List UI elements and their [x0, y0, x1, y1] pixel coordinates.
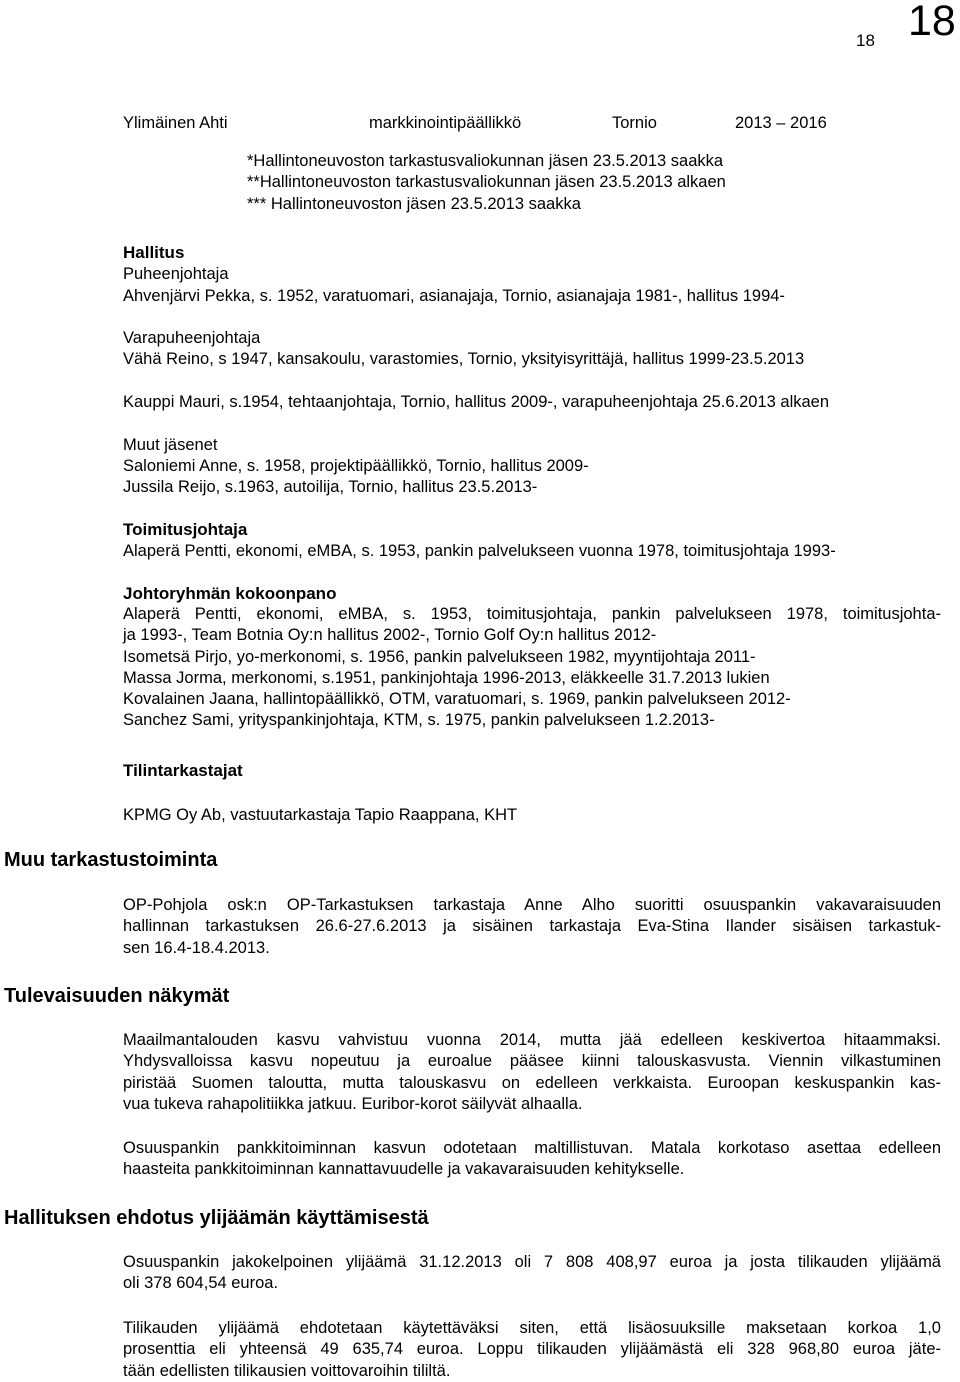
members-label: Muut jäsenet [123, 436, 218, 454]
section-heading-hallitus: Hallitus [123, 243, 185, 262]
paragraph-line: Maailmantalouden kasvu vahvistuu vuonna 2014, mutta jää edelleen keskivertoa hitaammaksi. [123, 1031, 941, 1049]
vice-chair-entry: Vähä Reino, s 1947, kansakoulu, varastomies, Tornio, yksityisyrittäjä, hallitus 1999-23.5.2013 [123, 350, 805, 368]
management-line: Isometsä Pirjo, yo-merkonomi, s. 1956, pankin palvelukseen 1982, myyntijohtaja 2011- [123, 647, 756, 666]
section-heading-ehdotus: Hallituksen ehdotus ylijäämän käyttämisestä [4, 1207, 429, 1229]
vice-chair-entry: Kauppi Mauri, s.1954, tehtaanjohtaja, Tornio, hallitus 2009-, varapuheenjohtaja 25.6.2013 alkaen [123, 393, 830, 411]
paragraph-line: tään edellisten tilikausien voittovaroihin tililtä. [123, 1361, 451, 1380]
section-heading-tulevaisuus: Tulevaisuuden näkymät [4, 985, 230, 1007]
management-line: Alaperä Pentti, ekonomi, eMBA, s. 1953, toimitusjohtaja, pankin palvelukseen 1978, toimitusjohta- [123, 605, 941, 623]
member-entry: Saloniemi Anne, s. 1958, projektipäällikkö, Tornio, hallitus 2009- [123, 457, 589, 475]
paragraph-line: haasteita pankkitoiminnan kannattavuudelle ja vakavaraisuuden kehitykselle. [123, 1160, 685, 1179]
ceo-entry: Alaperä Pentti, ekonomi, eMBA, s. 1953, pankin palvelukseen vuonna 1978, toimitusjohtaja 1993- [123, 542, 836, 560]
vice-chair-label: Varapuheenjohtaja [123, 329, 261, 347]
member-entry: Jussila Reijo, s.1963, autoilija, Tornio, hallitus 23.5.2013- [123, 478, 538, 496]
paragraph-line: vua tukeva rahapolitiikka jatkuu. Euribor-korot säilyvät alhaalla. [123, 1094, 583, 1113]
board-member-city: Tornio [612, 114, 657, 132]
management-line: Sanchez Sami, yrityspankinjohtaja, KTM, s. 1975, pankin palvelukseen 1.2.2013- [123, 711, 715, 730]
management-line: ja 1993-, Team Botnia Oy:n hallitus 2002-, Tornio Golf Oy:n hallitus 2012- [123, 626, 657, 645]
paragraph-line: Osuuspankin jakokelpoinen ylijäämä 31.12.2013 oli 7 808 408,97 euroa ja josta tilikauden ylijäämä [123, 1253, 941, 1271]
page-number-large: 18 [908, 0, 956, 45]
footnote: **Hallintoneuvoston tarkastusvaliokunnan jäsen 23.5.2013 alkaen [247, 173, 726, 192]
paragraph-line: sen 16.4-18.4.2013. [123, 938, 270, 957]
chair-label: Puheenjohtaja [123, 265, 229, 283]
page-number-small: 18 [856, 31, 875, 50]
section-heading-muu-tarkastustoiminta: Muu tarkastustoiminta [4, 849, 218, 871]
board-member-period: 2013 – 2016 [735, 114, 827, 132]
chair-entry: Ahvenjärvi Pekka, s. 1952, varatuomari, asianajaja, Tornio, asianajaja 1981-, hallitus 1994- [123, 287, 785, 305]
paragraph-line: OP-Pohjola osk:n OP-Tarkastuksen tarkastaja Anne Alho suoritti osuuspankin vakavaraisuuden [123, 896, 941, 914]
management-line: Massa Jorma, merkonomi, s.1951, pankinjohtaja 1996-2013, eläkkeelle 31.7.2013 lukien [123, 668, 770, 687]
other-audit-paragraph [123, 895, 941, 959]
footnote: *** Hallintoneuvoston jäsen 23.5.2013 saakka [247, 194, 581, 213]
footnote: *Hallintoneuvoston tarkastusvaliokunnan jäsen 23.5.2013 saakka [247, 152, 724, 170]
paragraph-line: hallinnan tarkastuksen 26.6-27.6.2013 ja sisäinen tarkastaja Eva-Stina Ilander sisäisen tarkastuk- [123, 917, 941, 936]
proposal-paragraph [123, 1252, 941, 1295]
paragraph-line: piristää Suomen taloutta, mutta talouskasvu on edelleen verkkaista. Euroopan keskuspankin kas- [123, 1073, 941, 1092]
section-heading-toimitusjohtaja: Toimitusjohtaja [123, 520, 248, 539]
management-line: Kovalainen Jaana, hallintopäällikkö, OTM, varatuomari, s. 1969, pankin palvelukseen 2012- [123, 690, 791, 709]
paragraph-line: Tilikauden ylijäämä ehdotetaan käytettäväksi siten, että lisäosuuksille maksetaan korkoa 1,0 [123, 1319, 941, 1337]
proposal-paragraph [123, 1318, 941, 1382]
section-heading-johtoryhma: Johtoryhmän kokoonpano [123, 584, 337, 603]
board-member-title: markkinointipäällikkö [369, 114, 522, 132]
board-member-name: Ylimäinen Ahti [123, 114, 228, 132]
auditor-entry: KPMG Oy Ab, vastuutarkastaja Tapio Raappana, KHT [123, 806, 518, 824]
outlook-paragraph [123, 1138, 941, 1181]
paragraph-line: oli 378 604,54 euroa. [123, 1274, 279, 1293]
outlook-paragraph [123, 1030, 941, 1115]
paragraph-line: prosenttia eli yhteensä 49 635,74 euroa. Loppu tilikauden ylijäämästä eli 328 968,80 euroa jäte- [123, 1340, 941, 1359]
section-heading-tilintarkastajat: Tilintarkastajat [123, 761, 243, 780]
paragraph-line: Osuuspankin pankkitoiminnan kasvun odotetaan maltillistuvan. Matala korkotaso asettaa edelleen [123, 1139, 941, 1157]
paragraph-line: Yhdysvalloissa kasvu nopeutuu ja euroalue pääsee kiinni talouskasvusta. Viennin vilkastuminen [123, 1052, 941, 1071]
management-team-list [123, 604, 941, 732]
footnotes [247, 151, 726, 215]
